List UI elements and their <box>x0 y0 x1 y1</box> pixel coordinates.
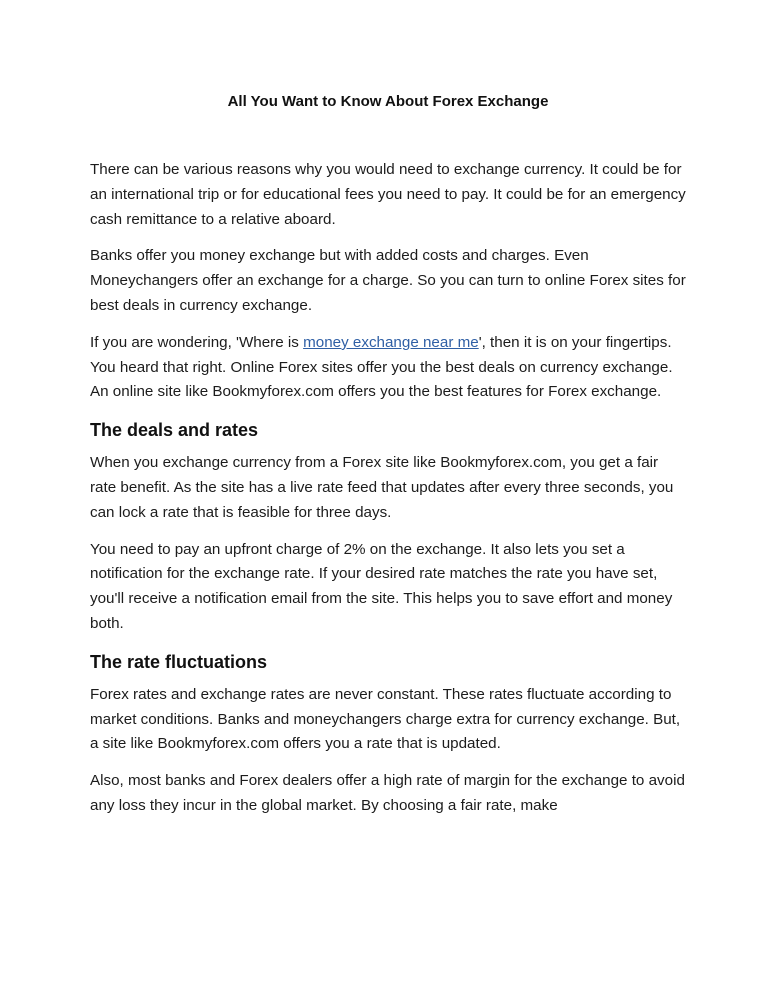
intro-paragraph-1: There can be various reasons why you would need to exchange currency. It could be for an international trip or for educational fees you need to pay. It could be for an emergency cash remittance to a relative aboard. <box>90 161 686 228</box>
intro-paragraph-3 <box>90 331 686 405</box>
section-heading-deals-and-rates: The deals and rates <box>90 420 259 441</box>
document-body <box>90 92 686 831</box>
intro-paragraph-2: Banks offer you money exchange but with added costs and charges. Even Moneychangers offer an exchange for a charge. So you can turn to online Forex sites for best deals in currency exchange. <box>90 247 686 314</box>
section-2-paragraph-1: Forex rates and exchange rates are never constant. These rates fluctuate according to market conditions. Banks and moneychangers charge extra for currency exchange. But, a site like Bookmyforex.com offers you a rate that is updated. <box>90 685 681 753</box>
document-title: All You Want to Know About Forex Exchange <box>227 93 549 110</box>
money-exchange-link[interactable]: money exchange near me <box>303 333 479 351</box>
link-paragraph-before: If you are wondering, 'Where is <box>90 333 304 351</box>
section-2-paragraph-2: Also, most banks and Forex dealers offer a high rate of margin for the exchange to avoid any loss they incur in the global market. By choosing a fair rate, make <box>90 772 685 814</box>
section-1-paragraph-1: When you exchange currency from a Forex site like Bookmyforex.com, you get a fair rate benefit. As the site has a live rate feed that updates after every three seconds, you can lock a rate that is feasible for three days. <box>90 454 674 521</box>
section-heading-rate-fluctuations: The rate fluctuations <box>90 651 268 672</box>
link-paragraph-after: ', then it is on your fingertips. You heard that right. Online Forex sites offer you the best deals on currency exchange. An online site like Bookmyforex.com offers you the best features for Forex exchange. <box>90 333 673 401</box>
section-1-paragraph-2: You need to pay an upfront charge of 2% on the exchange. It also lets you set a notification for the exchange rate. If your desired rate matches the rate you have set, you'll receive a notification email from the site. This helps you to save effort and money both. <box>90 540 673 632</box>
